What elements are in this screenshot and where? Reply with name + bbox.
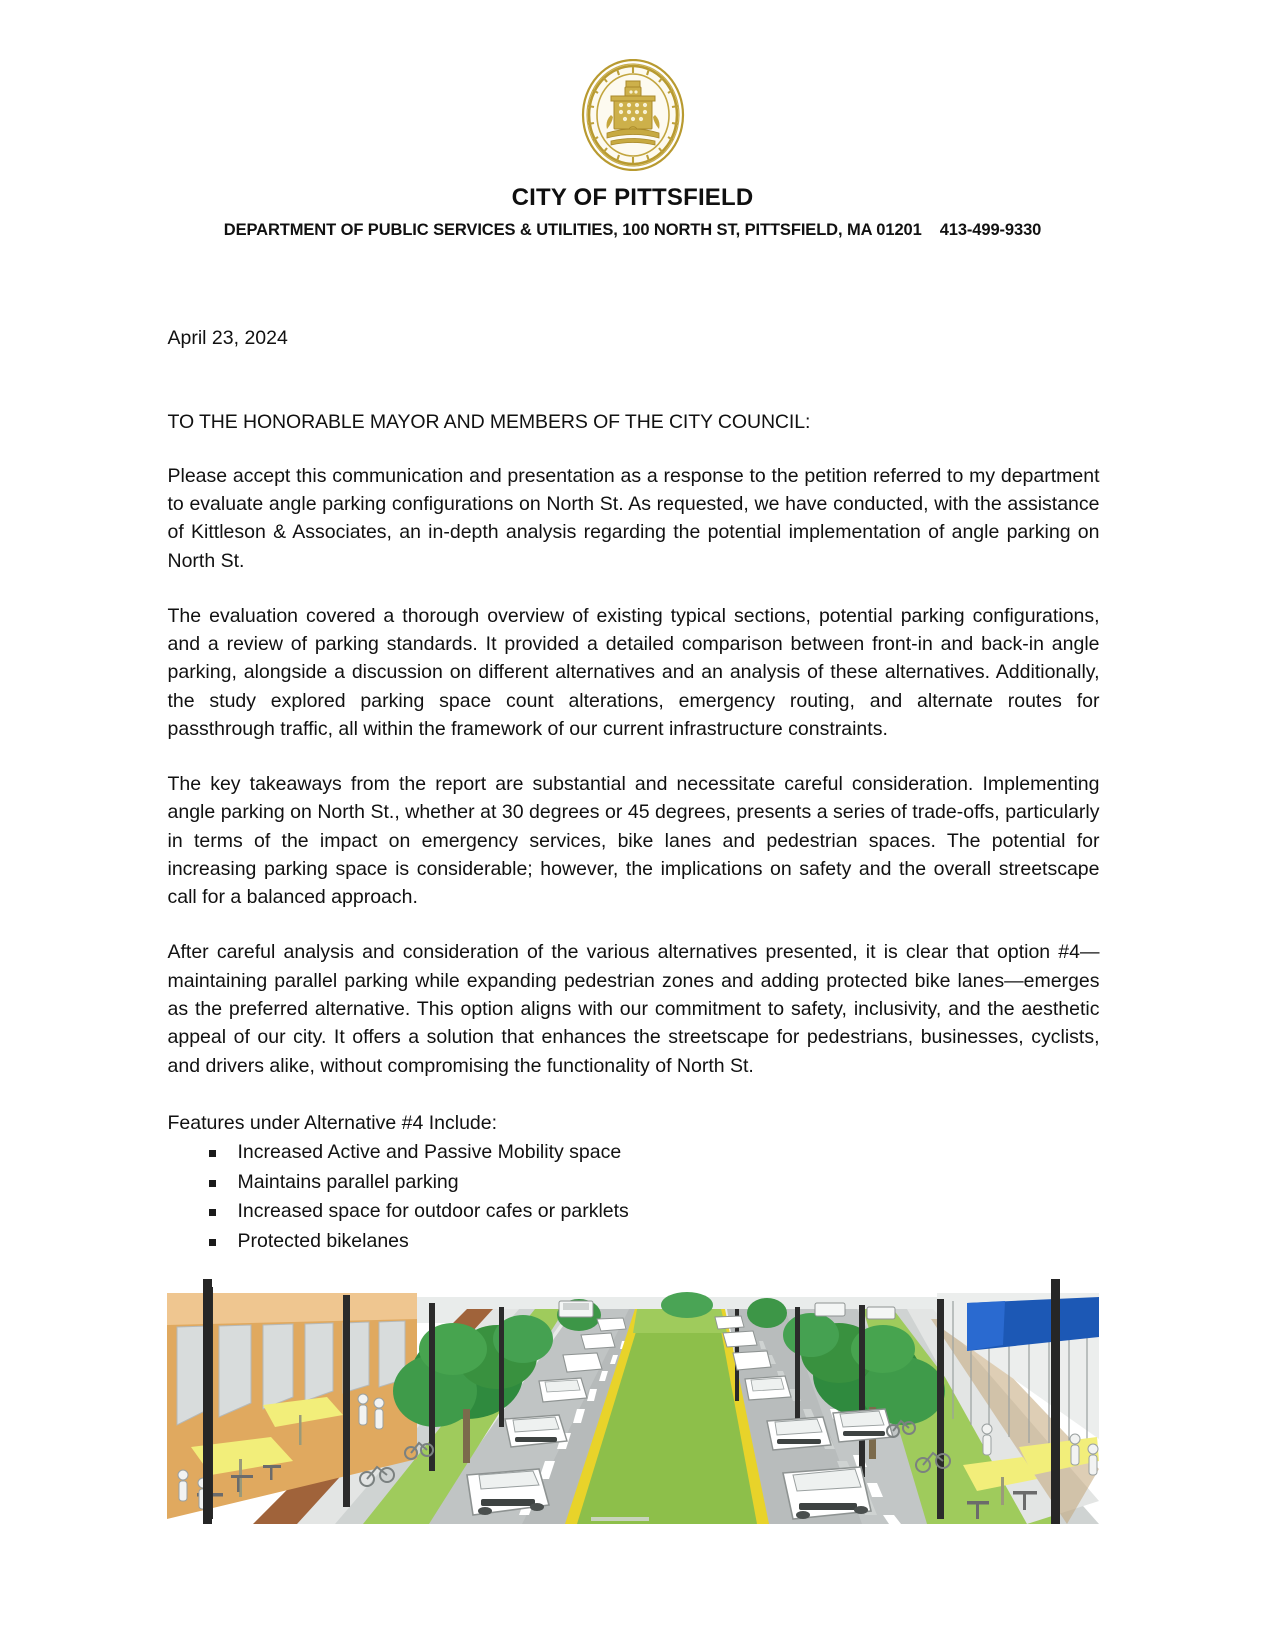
seal-container bbox=[0, 56, 1265, 174]
foreground-pole-left bbox=[203, 1279, 212, 1524]
bullet-square-icon bbox=[209, 1180, 216, 1187]
letter-date: April 23, 2024 bbox=[167, 327, 288, 349]
paragraph-4: After careful analysis and consideration of the various alternatives presented, it is clear that option #4—maintaining parallel parking while expanding pedestrian zones and adding protected bike lanes—emerges as the preferred alternative. This option aligns with our commitment to safety, inclusivity, and the aesthetic appeal of our city. It offers a solution that enhances the streetscape for pedestrians, businesses, cyclists, and drivers alike, without compromising the functionality of North St. bbox=[167, 941, 1100, 1077]
paragraph-1: Please accept this communication and presentation as a response to the petition referred to my department to evaluate angle parking configurations on North St. As requested, we have conducted, with the assistance of Kittleson & Associates, an in-depth analysis regarding the potential implementation of angle parking on North St. bbox=[167, 464, 1100, 572]
paragraph-2: The evaluation covered a thorough overview of existing typical sections, potential parking configurations, and a review of parking standards. It provided a detailed comparison between front-in and back-in angle parking, alongside a discussion on different alternatives and an analysis of these alternatives. Additionally, the study explored parking space count alterations, emergency routing, and alternate routes for passthrough traffic, all within the framework of our current infrastructure constraints. bbox=[167, 604, 1100, 740]
list-item-label: Increased space for outdoor cafes or parklets bbox=[237, 1200, 629, 1223]
letter-body bbox=[166, 326, 1100, 1257]
department-phone: 413-499-9330 bbox=[939, 221, 1042, 239]
list-item bbox=[168, 1227, 1100, 1257]
streetscape-rendering-container bbox=[167, 1279, 1099, 1524]
list-item bbox=[168, 1138, 1100, 1168]
features-heading: Features under Alternative #4 Include: bbox=[167, 1111, 498, 1134]
bullet-square-icon bbox=[209, 1209, 216, 1216]
list-item-label: Increased Active and Passive Mobility space bbox=[237, 1141, 622, 1164]
letterhead bbox=[0, 0, 1265, 240]
letter-salutation: TO THE HONORABLE MAYOR AND MEMBERS OF THE CITY COUNCIL: bbox=[167, 411, 811, 434]
streetscape-rendering-image bbox=[167, 1279, 1099, 1524]
list-item-label: Protected bikelanes bbox=[237, 1229, 409, 1252]
bullet-square-icon bbox=[209, 1150, 216, 1157]
department-address: DEPARTMENT OF PUBLIC SERVICES & UTILITIES, 100 NORTH ST, PITTSFIELD, MA 01201 bbox=[223, 221, 922, 239]
features-list bbox=[168, 1138, 1100, 1257]
foreground-pole-right bbox=[1051, 1279, 1060, 1524]
bullet-square-icon bbox=[209, 1239, 216, 1246]
organization-name: CITY OF PITTSFIELD bbox=[511, 184, 754, 211]
paragraph-3: The key takeaways from the report are substantial and necessitate careful consideration. Implementing angle parking on North St., whether at 30 degrees or 45 degrees, presents a series of trade-offs, particularly in terms of the impact on emergency services, bike lanes and pedestrian spaces. The potential for increasing parking space is considerable; however, the implications on safety and the overall streetscape call for a balanced approach. bbox=[167, 773, 1100, 909]
list-item bbox=[168, 1168, 1100, 1198]
list-item bbox=[168, 1197, 1100, 1227]
organization-address-line bbox=[0, 221, 1265, 240]
city-seal-icon bbox=[581, 59, 685, 171]
list-item-label: Maintains parallel parking bbox=[237, 1170, 459, 1193]
